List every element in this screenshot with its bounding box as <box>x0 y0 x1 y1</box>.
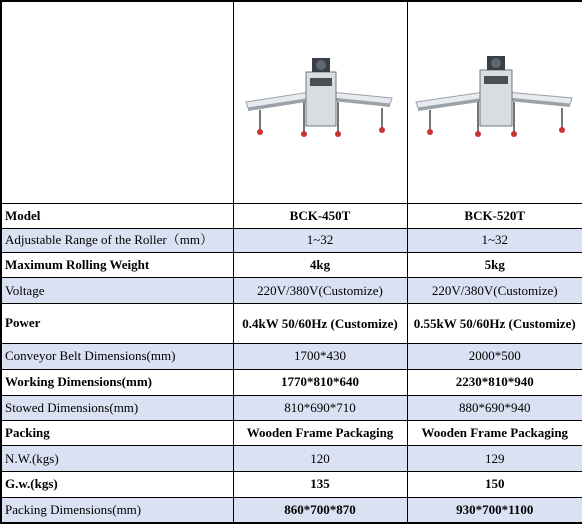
spec-label: Working Dimensions(mm) <box>1 369 233 395</box>
spec-value-bck-520t: BCK-520T <box>407 203 582 228</box>
spec-label: Power <box>1 303 233 344</box>
spec-value-bck-450t: 1700*430 <box>233 344 407 369</box>
spec-value-bck-450t: Wooden Frame Packaging <box>233 421 407 446</box>
product-image-cell <box>233 1 407 203</box>
spec-value-bck-520t: 150 <box>407 471 582 497</box>
spec-label: Model <box>1 203 233 228</box>
spec-label: Packing Dimensions(mm) <box>1 498 233 523</box>
product-image-cell <box>407 1 582 203</box>
spec-value-bck-450t: 1770*810*640 <box>233 369 407 395</box>
spec-value-bck-450t: 120 <box>233 446 407 471</box>
spec-row-roller-range <box>1 228 582 252</box>
spec-value-bck-450t: 135 <box>233 471 407 497</box>
spec-row-gross-weight <box>1 471 582 497</box>
spec-label: N.W.(kgs) <box>1 446 233 471</box>
spec-value-bck-450t: 860*700*870 <box>233 498 407 523</box>
spec-label: Voltage <box>1 278 233 303</box>
image-row <box>1 1 582 203</box>
spec-row-working-dimensions <box>1 369 582 395</box>
spec-row-voltage <box>1 278 582 303</box>
spec-row-packing <box>1 421 582 446</box>
spec-value-bck-520t: 129 <box>407 446 582 471</box>
spec-value-bck-520t: 2230*810*940 <box>407 369 582 395</box>
spec-value-bck-520t: 1~32 <box>407 228 582 252</box>
spec-row-stowed-dimensions <box>1 395 582 420</box>
machine-image-bck-520t <box>412 52 578 152</box>
spec-value-bck-450t: 810*690*710 <box>233 395 407 420</box>
spec-row-power <box>1 303 582 344</box>
spec-label: Stowed Dimensions(mm) <box>1 395 233 420</box>
spec-value-bck-520t: 220V/380V(Customize) <box>407 278 582 303</box>
machine-image-bck-450t <box>240 52 400 152</box>
spec-row-net-weight <box>1 446 582 471</box>
spec-value-bck-450t: 220V/380V(Customize) <box>233 278 407 303</box>
spec-value-bck-520t: 5kg <box>407 253 582 278</box>
spec-value-bck-520t: 0.55kW 50/60Hz (Customize) <box>407 303 582 344</box>
spec-row-model <box>1 203 582 228</box>
spec-value-bck-450t: 1~32 <box>233 228 407 252</box>
spec-value-bck-520t: 2000*500 <box>407 344 582 369</box>
corner-cell <box>1 1 233 203</box>
spec-value-bck-520t: Wooden Frame Packaging <box>407 421 582 446</box>
spec-label: G.w.(kgs) <box>1 471 233 497</box>
spec-value-bck-450t: 4kg <box>233 253 407 278</box>
spec-value-bck-520t: 930*700*1100 <box>407 498 582 523</box>
spec-value-bck-450t: 0.4kW 50/60Hz (Customize) <box>233 303 407 344</box>
spec-value-bck-450t: BCK-450T <box>233 203 407 228</box>
spec-row-max-rolling-weight <box>1 253 582 278</box>
spec-label: Maximum Rolling Weight <box>1 253 233 278</box>
spec-label: Packing <box>1 421 233 446</box>
spec-value-bck-520t: 880*690*940 <box>407 395 582 420</box>
spec-row-packing-dimensions <box>1 498 582 523</box>
spec-row-conveyor-belt <box>1 344 582 369</box>
spec-label: Conveyor Belt Dimensions(mm) <box>1 344 233 369</box>
spec-label: Adjustable Range of the Roller（mm） <box>1 228 233 252</box>
